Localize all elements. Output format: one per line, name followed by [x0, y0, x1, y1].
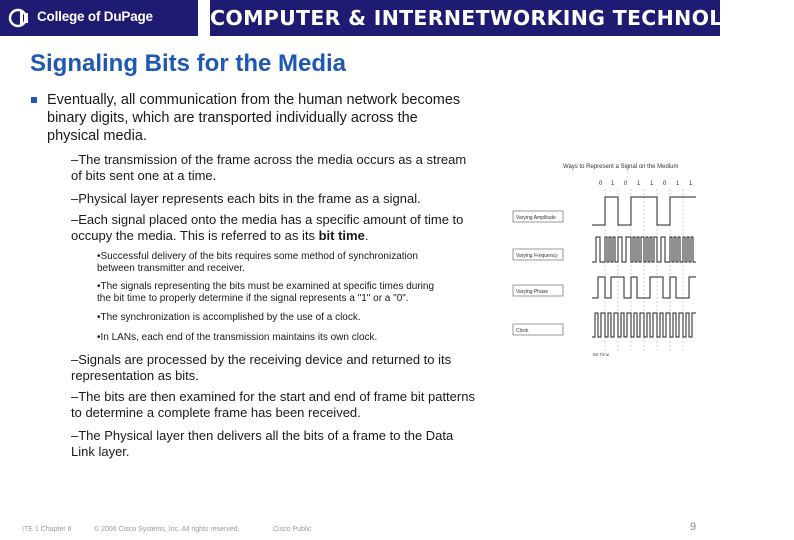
sub-bullet-line: –Physical layer represents each bits in the frame as a signal. — [71, 191, 421, 206]
sub-bullet-line: to determine a complete frame has been received. — [71, 405, 361, 420]
bit-label: 0 — [599, 181, 603, 187]
row-label-amplitude: Varying Amplitude — [516, 215, 556, 221]
label-boxes — [513, 211, 563, 335]
sub-bullet-line: –The Physical layer then delivers all the bits of a frame to the Data — [71, 428, 454, 443]
sub-bullet-line: –Signals are processed by the receiving device and returned to its — [71, 352, 452, 367]
sub-bullet-line: –Each signal placed onto the media has a specific amount of time to — [71, 212, 464, 227]
clock-waveform — [592, 313, 696, 337]
signal-representation-diagram — [510, 155, 715, 360]
banner-title: COMPUTER & INTERNETWORKING TECHNOLOGIES — [210, 0, 720, 36]
bit-label: 1 — [676, 181, 680, 187]
bit-label: 1 — [650, 181, 654, 187]
sub-bullet-line: Link layer. — [71, 444, 130, 459]
sub-bullet-line: –The bits are then examined for the start and end of frame bit patterns — [71, 389, 475, 404]
bit-label: 1 — [611, 181, 615, 187]
bit-label: 1 — [637, 181, 641, 187]
footer-course: ITE 1 Chapter 6 — [22, 526, 72, 533]
bit-label: 0 — [663, 181, 667, 187]
college-logo — [0, 0, 198, 36]
page-number: 9 — [690, 521, 697, 533]
bullet-text-line: binary digits, which are transported individually across the — [47, 110, 418, 126]
slide-title: Signaling Bits for the Media — [30, 50, 347, 77]
figure-title: Ways to Represent a Signal on the Medium — [563, 164, 679, 170]
bullet-text-line: Eventually, all communication from the human network becomes — [47, 92, 461, 108]
header-banner — [0, 0, 794, 38]
dot-bullet-line: •Successful delivery of the bits requires some method of synchronization — [97, 251, 418, 262]
footer-classification: Cisco Public — [273, 526, 312, 533]
bit-label: 1 — [689, 181, 693, 187]
dot-bullet-line: •In LANs, each end of the transmission maintains its own clock. — [97, 332, 378, 343]
dot-bullet-line: between transmitter and receiver. — [97, 263, 245, 274]
sub-bullet-text: . — [364, 228, 369, 243]
row-label-clock: Clock — [516, 328, 529, 334]
bit-time-term: bit time — [318, 228, 365, 243]
bullet-marker — [31, 97, 37, 103]
footer-copyright: © 2006 Cisco Systems, Inc. All rights reserved. — [94, 526, 240, 533]
sub-bullet-text: occupy the media. This is referred to as its — [71, 228, 319, 243]
sub-bullet-line: –The transmission of the frame across the media occurs as a stream — [71, 152, 467, 167]
bit-label: 0 — [624, 181, 628, 187]
row-label-phase: Varying Phase — [516, 289, 549, 295]
logo-text: College of DuPage — [37, 9, 153, 24]
bit-time-label: Bit Time — [593, 352, 610, 357]
dot-bullet-line: •The signals representing the bits must be examined at specific times during — [97, 281, 435, 292]
slide-footer — [0, 526, 720, 540]
row-label-frequency: Varying Frequency — [516, 253, 558, 259]
dot-bullet-line: the bit time to properly determine if the signal represents a "1" or a "0". — [97, 293, 409, 304]
sub-bullet-line: of bits sent one at a time. — [71, 168, 217, 183]
college-logo-icon — [9, 8, 31, 28]
sub-bullet-line — [71, 228, 368, 243]
dot-bullet-line: •The synchronization is accomplished by the use of a clock. — [97, 312, 361, 323]
frequency-waveform — [592, 237, 696, 262]
sub-bullet-line: representation as bits. — [71, 368, 199, 383]
bit-labels — [599, 181, 693, 187]
bullet-text-line: physical media. — [47, 128, 147, 144]
